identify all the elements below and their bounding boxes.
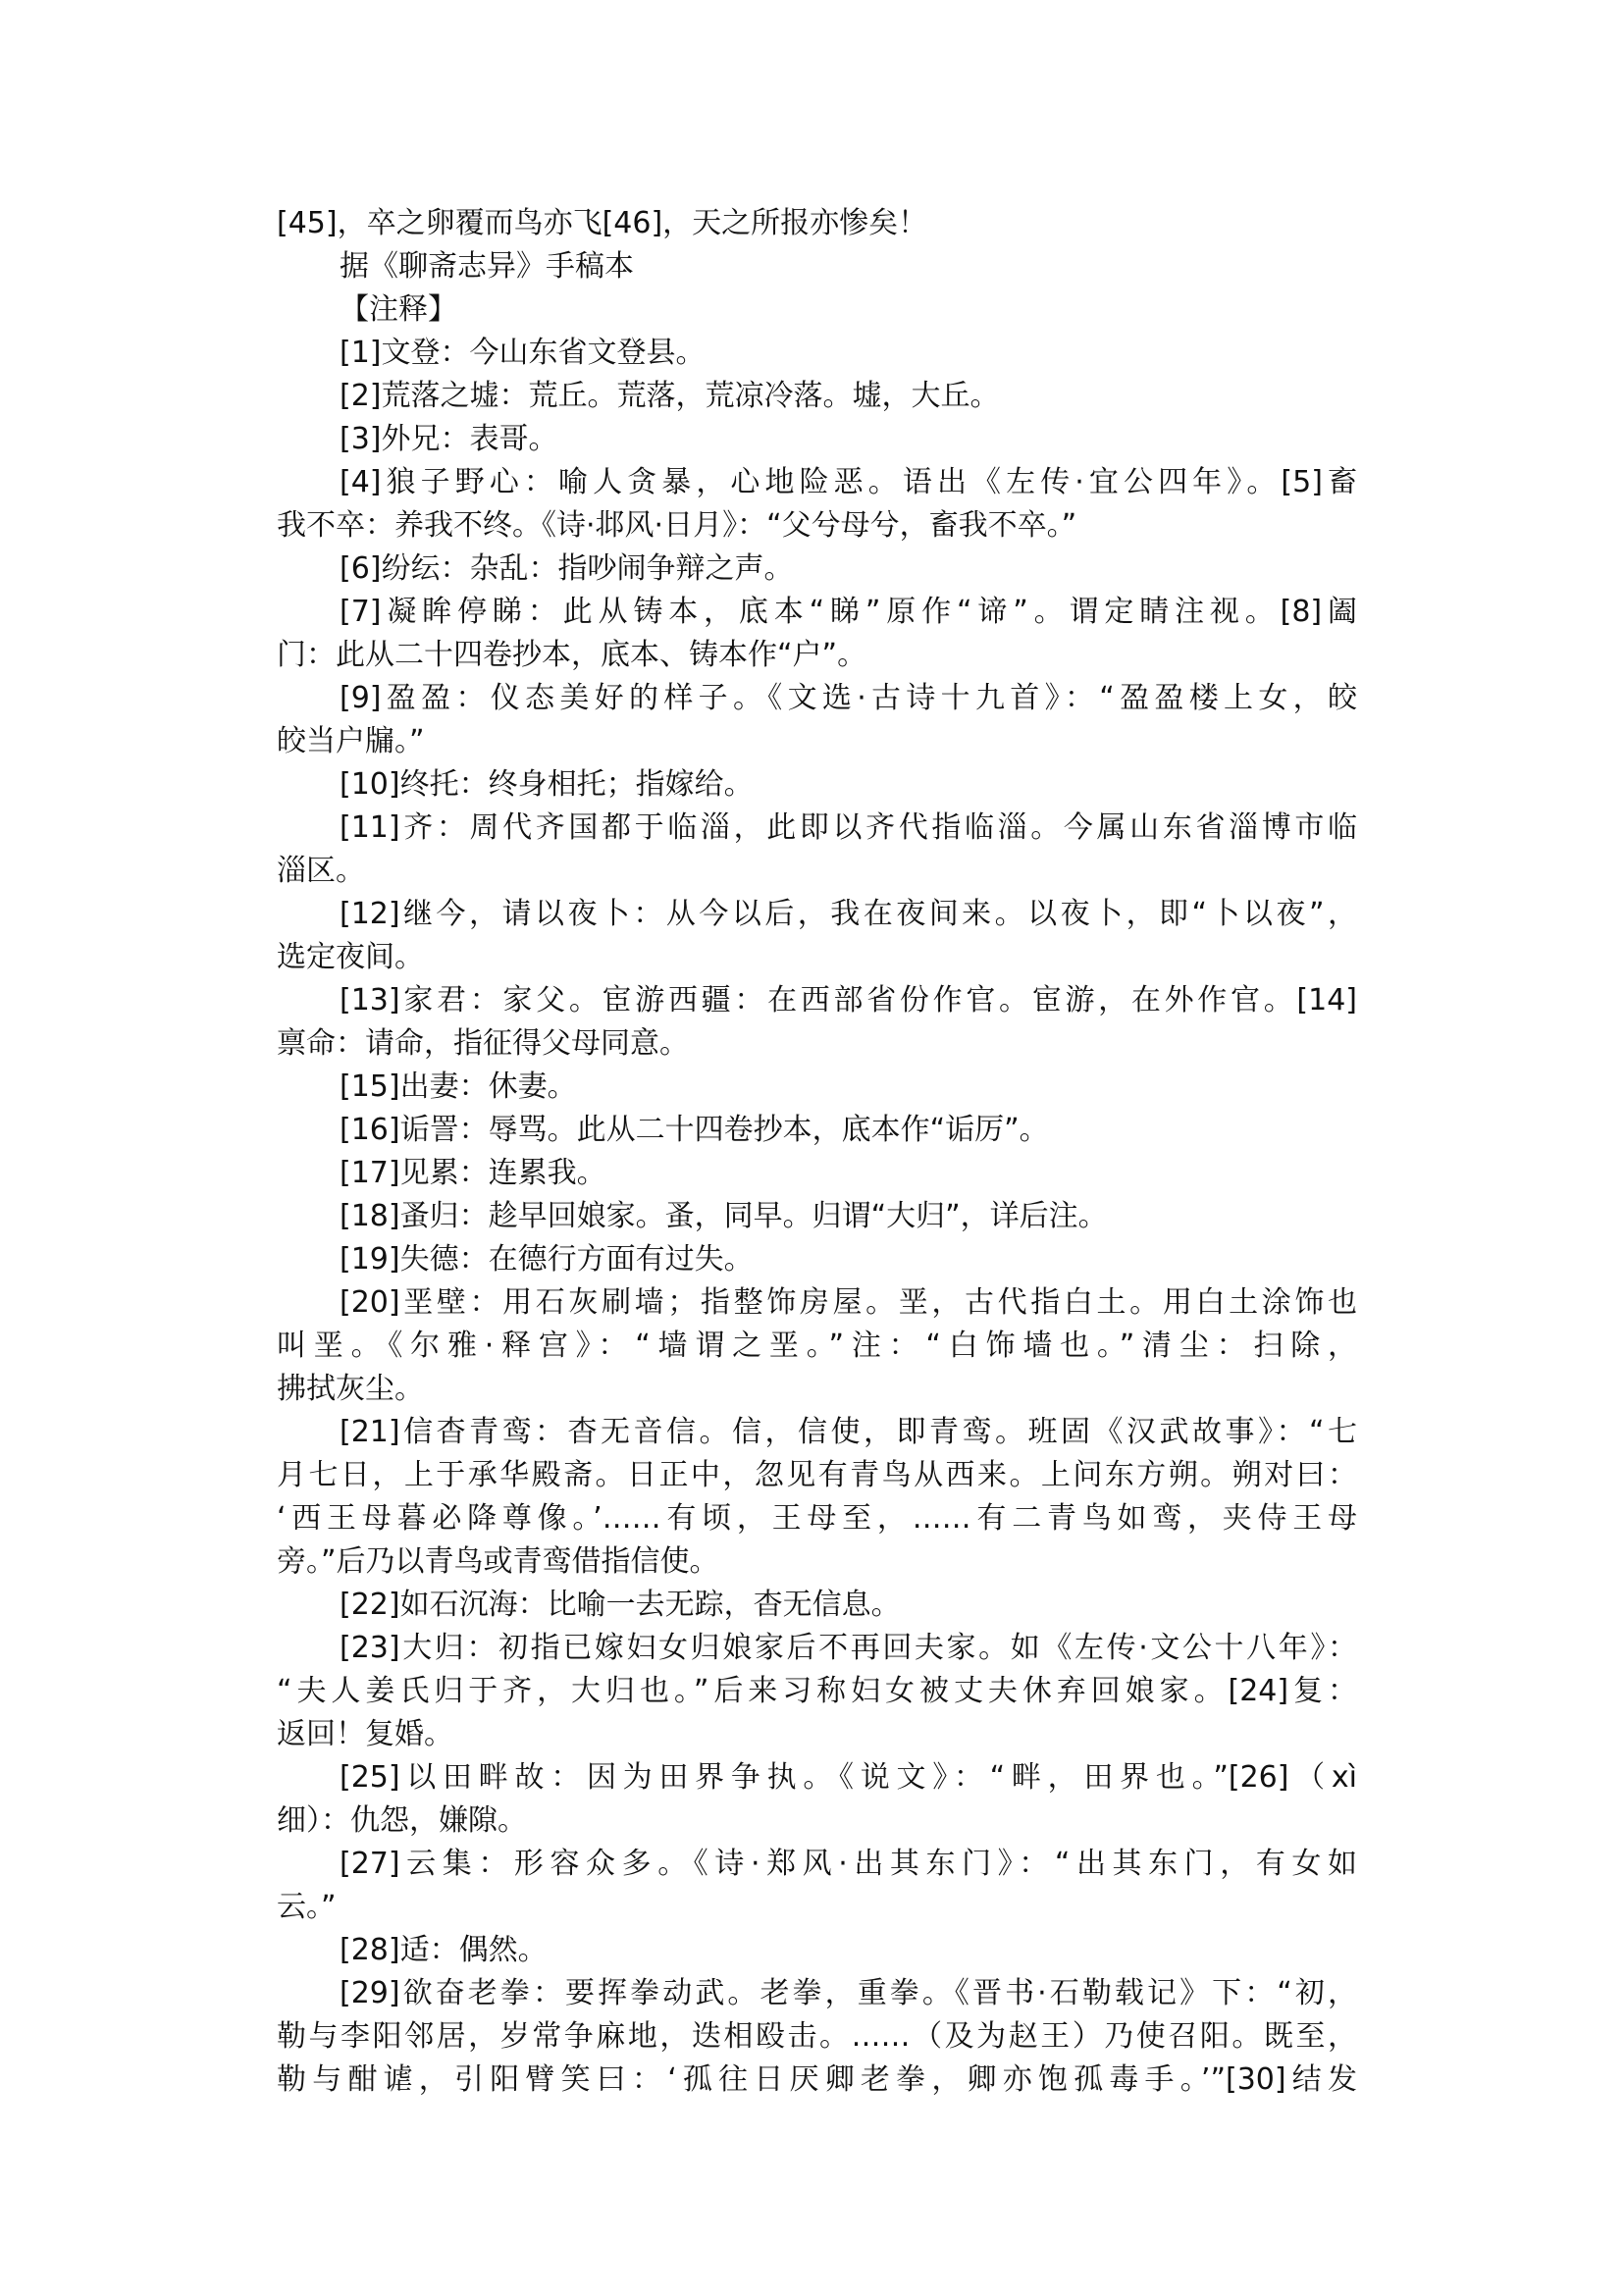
note-line: [21]信杳青鸾：杳无音信。信，信使，即青鸾。班固《汉武故事》：“七	[340, 1415, 1357, 1449]
note-line: [12]继今，请以夜卜：从今以后，我在夜间来。以夜卜，即“卜以夜”，	[340, 897, 1357, 931]
note-line: [28]适：偶然。	[340, 1933, 548, 1967]
note-line: 我不卒：养我不终。《诗·邶风·日月》：“父兮母兮，畜我不卒。”	[277, 508, 1077, 543]
note-line: 勒与酣谑，引阳臂笑曰：‘孤往日厌卿老拳，卿亦饱孤毒手。’”[30]结发	[277, 2062, 1357, 2097]
note-line: 旁。”后乃以青鸟或青鸾借指信使。	[277, 1544, 719, 1579]
note-line: [7]凝眸停睇：此从铸本，底本“睇”原作“谛”。谓定睛注视。[8]阖	[340, 595, 1357, 629]
note-line: [20]垩壁：用石灰刷墙；指整饰房屋。垩，古代指白土。用白土涂饰也	[340, 1285, 1357, 1320]
note-line: [23]大归：初指已嫁妇女归娘家后不再回夫家。如《左传·文公十八年》：	[340, 1631, 1357, 1665]
note-line: [25]以田畔故：因为田界争执。《说文》：“畔，田界也。”[26]（xì	[340, 1760, 1357, 1795]
note-line: [29]欲奋老拳：要挥拳动武。老拳，重拳。《晋书·石勒载记》下：“初，	[340, 1976, 1357, 2010]
note-line: [6]纷纭：杂乱：指吵闹争辩之声。	[340, 551, 794, 586]
note-line: 选定夜间。	[277, 940, 424, 974]
note-line: 云。”	[277, 1890, 337, 1924]
note-line: [22]如石沉海：比喻一去无踪，杳无信息。	[340, 1588, 901, 1622]
text-line: [45]，卒之卵覆而鸟亦飞[46]，天之所报亦惨矣！	[277, 206, 928, 240]
section-heading: 【注释】	[340, 292, 457, 327]
note-line: ‘西王母暮必降尊像。’……有顷，王母至，……有二青鸟如鸾，夹侍王母	[277, 1501, 1357, 1536]
note-line: 皎当户牖。”	[277, 724, 425, 758]
note-line: 叫垩。《尔雅·释宫》：“墙谓之垩。”注：“白饰墙也。”清尘：扫除，	[277, 1329, 1357, 1363]
note-line: 门：此从二十四卷抄本，底本、铸本作“户”。	[277, 638, 867, 672]
note-line: [2]荒落之墟：荒丘。荒落，荒凉冷落。墟，大丘。	[340, 379, 1000, 413]
note-line: 月七日，上于承华殿斋。日正中，忽见有青鸟从西来。上问东方朔。朔对曰：	[277, 1458, 1357, 1492]
note-line: [27]云集：形容众多。《诗·郑风·出其东门》：“出其东门，有女如	[340, 1847, 1357, 1881]
note-line: [18]蚤归：趁早回娘家。蚤，同早。归谓“大归”，详后注。	[340, 1199, 1108, 1233]
note-line: 返回！复婚。	[277, 1717, 453, 1751]
note-line: [15]出妻：休妻。	[340, 1069, 577, 1104]
document-body	[277, 202, 1357, 2102]
note-line: [10]终托：终身相托；指嫁给。	[340, 767, 754, 802]
note-line: 拂拭灰尘。	[277, 1372, 424, 1406]
note-line: [4]狼子野心：喻人贪暴，心地险恶。语出《左传·宜公四年》。[5]畜	[340, 465, 1357, 499]
note-line: [1]文登：今山东省文登县。	[340, 336, 706, 370]
note-line: [13]家君：家父。宦游西疆：在西部省份作官。宦游，在外作官。[14]	[340, 983, 1357, 1017]
note-line: [16]诟詈：辱骂。此从二十四卷抄本，底本作“诟厉”。	[340, 1113, 1049, 1147]
note-line: [17]见累：连累我。	[340, 1156, 606, 1190]
note-line: [11]齐：周代齐国都于临淄，此即以齐代指临淄。今属山东省淄博市临	[340, 810, 1357, 845]
note-line: [19]失德：在德行方面有过失。	[340, 1242, 754, 1277]
note-line: [9]盈盈：仪态美好的样子。《文选·古诗十九首》：“盈盈楼上女，皎	[340, 681, 1357, 715]
note-line: 勒与李阳邻居，岁常争麻地，迭相殴击。……（及为赵王）乃使召阳。既至，	[277, 2019, 1357, 2054]
note-line: [3]外兄：表哥。	[340, 422, 558, 456]
note-line: “夫人姜氏归于齐，大归也。”后来习称妇女被丈夫休弃回娘家。[24]复：	[277, 1674, 1357, 1708]
note-line: 细）：仇怨，嫌隙。	[277, 1803, 527, 1838]
source-note: 据《聊斋志异》手稿本	[340, 249, 634, 284]
note-line: 淄区。	[277, 854, 365, 888]
note-line: 禀命：请命，指征得父母同意。	[277, 1026, 689, 1061]
